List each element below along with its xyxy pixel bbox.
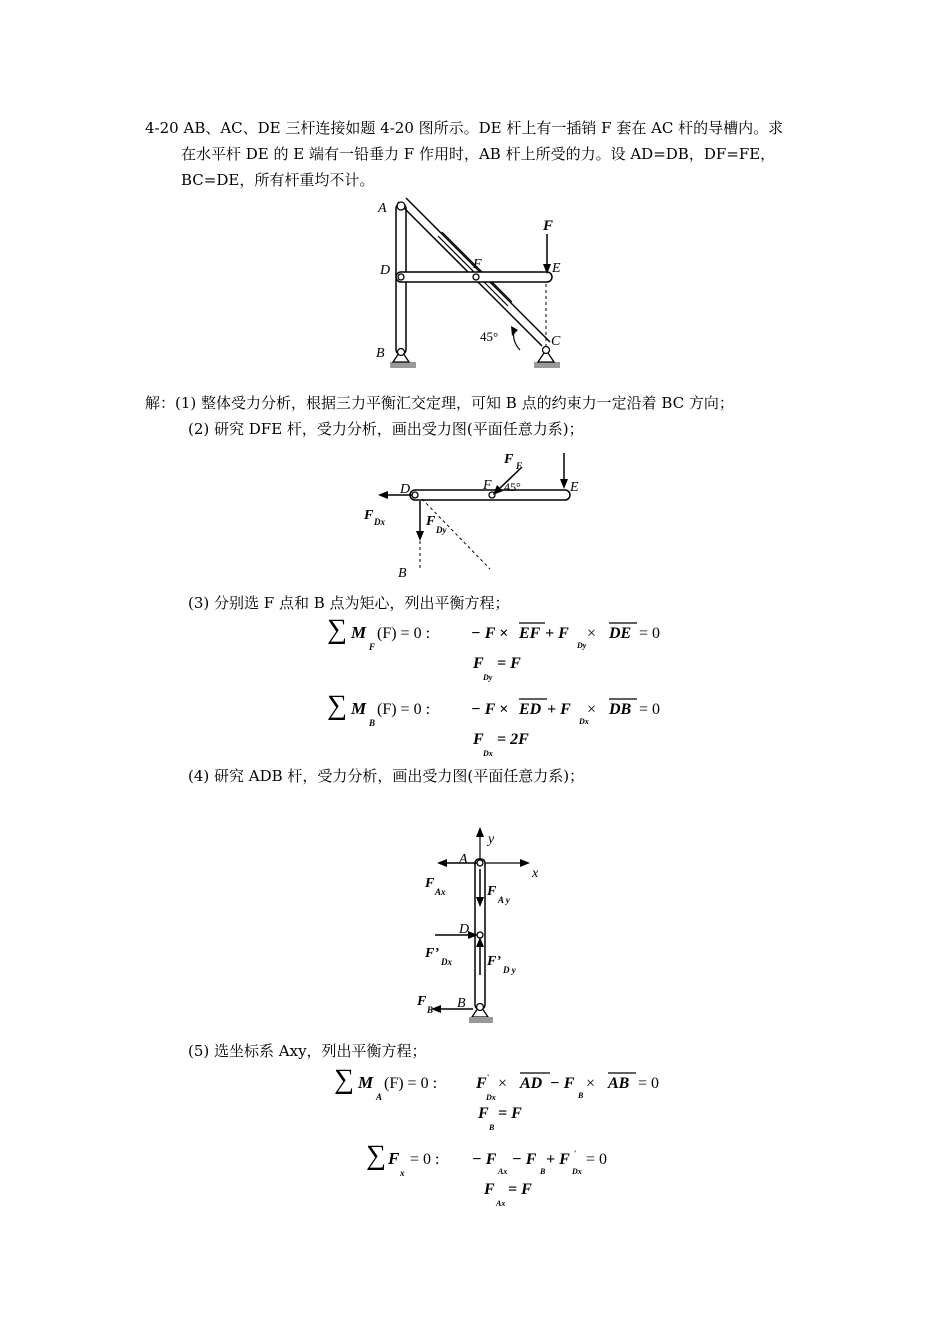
pin-a xyxy=(397,202,405,210)
dashed-d-diag xyxy=(422,499,490,569)
eq2-t2: + F xyxy=(547,701,571,718)
eq2-m: M xyxy=(351,699,367,718)
label-e2: E xyxy=(570,480,579,495)
eq4-t3-sup: ' xyxy=(574,1149,577,1158)
angle-arrow-head xyxy=(511,326,518,336)
eq4-sum: ∑ xyxy=(366,1140,386,1171)
eq3r-f: F xyxy=(478,1105,489,1122)
problem-line-1 xyxy=(145,117,783,139)
eq2-sum: ∑ xyxy=(327,690,347,721)
eq2-t2-sub: Dx xyxy=(579,717,589,726)
eq4-t3-sub: Dx xyxy=(572,1167,582,1176)
force-fb-arrow xyxy=(431,1005,473,1013)
eq3r-rhs: = F xyxy=(498,1105,522,1122)
eq3-seg1: AD xyxy=(520,1075,543,1092)
label-angle: 45° xyxy=(480,329,499,344)
label-fdx-sub: Dx xyxy=(374,517,385,527)
label-fb-sub: B xyxy=(427,1005,434,1015)
eq1-sum: ∑ xyxy=(327,614,347,645)
eq2-t3: × xyxy=(587,701,597,718)
label-b2: B xyxy=(398,566,407,581)
label-a: A xyxy=(378,201,387,216)
label-fdx3: F’ xyxy=(425,946,439,961)
eq1-t4: = 0 xyxy=(639,625,661,642)
solution-line-1 xyxy=(145,392,734,414)
ground-b xyxy=(390,362,416,368)
axis-x xyxy=(480,859,530,867)
label-fax: F xyxy=(425,876,435,891)
eq3r-sub: B xyxy=(489,1123,495,1132)
eq3-t5: = 0 xyxy=(638,1075,660,1092)
eq3-t4: × xyxy=(586,1075,596,1092)
eq1-seg1: EF xyxy=(519,625,541,642)
force-fdy-arrow xyxy=(416,501,424,541)
axis-y xyxy=(476,827,484,863)
eq2-m-sub: B xyxy=(369,718,376,728)
force-e-arrow xyxy=(560,453,568,489)
label-force-f: F xyxy=(543,218,554,234)
eq4r-sub: Ax xyxy=(496,1199,506,1208)
eq3-sum: ∑ xyxy=(334,1064,354,1095)
support-b3 xyxy=(469,1004,493,1024)
eq4-t4: = 0 xyxy=(586,1151,608,1168)
eq1-t3: × xyxy=(587,625,597,642)
eq1-t2: + F xyxy=(545,625,569,642)
equations-moments-fb xyxy=(325,610,685,760)
label-b: B xyxy=(376,346,385,361)
ground-c xyxy=(534,362,560,368)
label-y: y xyxy=(488,832,495,847)
eq3-t3: − F xyxy=(550,1075,575,1092)
eq3-t2: × xyxy=(498,1075,508,1092)
eq4-t3: + F xyxy=(546,1151,570,1168)
eq2-t1: − F × xyxy=(471,701,509,718)
eq3-t1-sup: ' xyxy=(487,1073,490,1082)
label-ff-sub: F xyxy=(516,461,523,471)
figure-adb xyxy=(405,825,565,1030)
eq4-arg: = 0 : xyxy=(410,1151,440,1168)
eq4-t1-sub: Ax xyxy=(498,1167,508,1176)
figure-dfe xyxy=(360,445,590,585)
eq1r-f: F xyxy=(473,655,484,672)
label-fdy: F xyxy=(426,514,436,529)
pin-a3 xyxy=(477,860,483,866)
eq3-m-sub: A xyxy=(376,1092,383,1102)
pin-d2 xyxy=(412,492,418,498)
eq4-t2-sub: B xyxy=(540,1167,546,1176)
eq4r-rhs: = F xyxy=(508,1181,532,1198)
eq3-t1: F xyxy=(476,1075,487,1092)
label-fdy3: F’ xyxy=(487,954,501,969)
eq2-arg: (F) = 0 : xyxy=(377,701,431,718)
eq1-t2-sub: Dy xyxy=(577,641,587,650)
problem-line-3: BC=DE，所有杆重均不计。 xyxy=(181,171,375,189)
pin-f xyxy=(473,274,479,280)
label-ff: F xyxy=(504,452,514,467)
eq2-seg2: DB xyxy=(609,701,632,718)
eq1-arg: (F) = 0 : xyxy=(377,625,431,642)
label-fdy-sub: Dy xyxy=(436,525,447,535)
eq3-t3-sub: B xyxy=(578,1091,584,1100)
label-f: F xyxy=(473,257,482,272)
eq4-f: F xyxy=(388,1149,400,1168)
eq2-t4: = 0 xyxy=(639,701,661,718)
equations-adb xyxy=(332,1058,692,1218)
eq4-t1: − F xyxy=(472,1151,497,1168)
label-fdx: F xyxy=(364,508,374,523)
eq1-m: M xyxy=(351,623,367,642)
force-fdx3-arrow xyxy=(435,931,478,939)
eq3-m: M xyxy=(358,1073,374,1092)
label-a3: A xyxy=(459,852,468,867)
label-b3: B xyxy=(457,996,466,1011)
eq2r-f: F xyxy=(473,731,484,748)
solution-step-4: (4) 研究 ADB 杆，受力分析，画出受力图(平面任意力系)； xyxy=(188,767,585,785)
force-fax-arrow xyxy=(437,859,477,867)
eq2r-rhs: = 2F xyxy=(497,731,529,748)
solution-step-5: (5) 选坐标系 Axy，列出平衡方程； xyxy=(188,1042,427,1060)
eq4r-f: F xyxy=(484,1181,495,1198)
problem-number: 4-20 xyxy=(145,119,179,137)
pin-d xyxy=(398,274,404,280)
label-c: C xyxy=(551,334,561,349)
eq4-f-sub: x xyxy=(400,1168,405,1178)
problem-line-2: 在水平杆 DE 的 E 端有一铅垂力 F 作用时，AB 杆上所受的力。设 AD=DB，DF=FE， xyxy=(181,145,776,163)
solution-prefix: 解： xyxy=(145,394,176,412)
solution-step-3: (3) 分别选 F 点和 B 点为矩心，列出平衡方程； xyxy=(188,594,510,612)
eq3-seg2: AB xyxy=(608,1075,630,1092)
eq3-arg: (F) = 0 : xyxy=(384,1075,438,1092)
label-e: E xyxy=(552,261,561,276)
eq1-seg2: DE xyxy=(609,625,632,642)
label-d: D xyxy=(380,263,391,278)
label-x: x xyxy=(532,866,539,881)
label-fay-sub: A y xyxy=(498,895,510,905)
eq1-m-sub: F xyxy=(369,642,376,652)
eq1-t1: − F × xyxy=(471,625,509,642)
label-d3: D xyxy=(459,922,470,937)
label-fax-sub: Ax xyxy=(435,887,446,897)
label-fdx3-sub: Dx xyxy=(441,957,452,967)
solution-step-1: (1) 整体受力分析，根据三力平衡汇交定理，可知 B 点的约束力一定沿着 BC 方向； xyxy=(175,394,734,412)
label-d2: D xyxy=(400,482,411,497)
figure-structure xyxy=(360,190,600,380)
label-f2: F xyxy=(483,478,492,493)
eq1r-sub: Dy xyxy=(483,673,493,682)
force-f-arrow xyxy=(543,234,551,274)
eq1r-rhs: = F xyxy=(497,655,521,672)
label-fb: F xyxy=(417,994,427,1009)
solution-step-2: (2) 研究 DFE 杆，受力分析，画出受力图(平面任意力系)； xyxy=(188,420,584,438)
label-fdy3-sub: D y xyxy=(503,965,516,975)
eq3-t1-sub: Dx xyxy=(486,1093,496,1102)
problem-text-1: AB、AC、DE 三杆连接如题 4-20 图所示。DE 杆上有一插销 F 套在 AC 杆的导槽内。求 xyxy=(183,119,784,137)
label-angle2: 45° xyxy=(504,480,521,494)
eq2-seg1: ED xyxy=(519,701,542,718)
label-fay: F xyxy=(487,884,497,899)
eq4-t2: − F xyxy=(512,1151,537,1168)
eq2r-sub: Dx xyxy=(483,749,493,758)
